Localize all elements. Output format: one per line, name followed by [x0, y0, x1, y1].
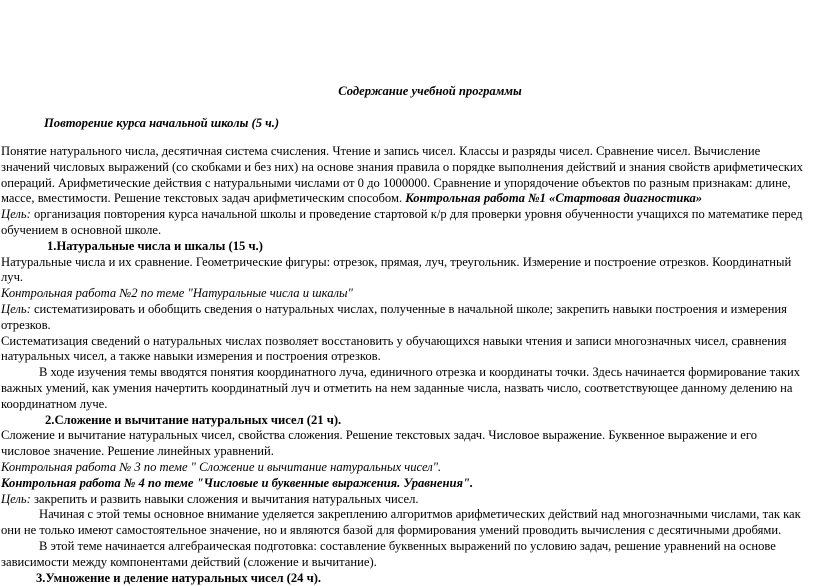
section2-goal-text: закрепить и развить навыки сложения и вычитания натуральных чисел.: [30, 491, 419, 506]
document-title: Содержание учебной программы: [338, 84, 522, 98]
section2-para1: Начиная с этой темы основное внимание уделяется закреплению алгоритмов арифметических действий над многозначными числами, так как они не только имеют самостоятельное значение, но и являются базой для формирования умений проводить вычисления с десятичными дробями.: [1, 507, 801, 538]
document-body: [1, 144, 809, 586]
intro-goal: [1, 207, 809, 239]
section2-test1: Контрольная работа № 3 по теме " Сложение и вычитание натуральных чисел".: [1, 459, 442, 474]
section1-goal-text: систематизировать и обобщить сведения о натуральных числах, полученные в начальной школе; закрепить навыки построения и измерения отрезков.: [1, 301, 787, 332]
section1-goal: [1, 302, 809, 334]
section2-heading: 2.Сложение и вычитание натуральных чисел (21 ч).: [45, 412, 342, 427]
section1-heading: 1.Натуральные числа и шкалы (15 ч.): [47, 238, 263, 253]
intro-text: Понятие натурального числа, десятичная система счисления. Чтение и запись чисел. Классы и разряды чисел. Сравнение чисел. Вычисление значений числовых выражений (со скобками и без них) на основе знания правила о порядке выполнения действий и знания свойств арифметических операций. Арифметические действия с натуральными числами от 0 до 1000000. Сравнение и упорядочение объектов по разным признакам: длине, массе, вместимости. Решение текстовых задач арифметическим способом.: [1, 144, 803, 206]
section2-goal-label: Цель:: [1, 491, 31, 506]
section1-para2: В ходе изучения темы вводятся понятия координатного луча, единичного отрезка и координаты точки. Здесь начинается формирование таких важных умений, как умения начертить координатный луч и отметить на нем заданные числа, назвать число, соответствующее данному делению на координатном луче.: [1, 365, 801, 411]
intro-paragraph: [1, 144, 809, 207]
section3-heading: 3.Умножение и деление натуральных чисел (24 ч).: [36, 570, 322, 585]
intro-goal-text: организация повторения курса начальной школы и проведение стартовой к/р для проверки уровня обученности учащихся по математике перед обучением в основной школе.: [1, 207, 803, 237]
intro-goal-label: Цель:: [1, 207, 31, 222]
intro-test: Контрольная работа №1 «Стартовая диагностика»: [405, 191, 703, 206]
section-heading-review: Повторение курса начальной школы (5 ч.): [44, 116, 280, 130]
section2-test2: Контрольная работа № 4 по теме "Числовые и буквенные выражения. Уравнения".: [1, 475, 474, 490]
section2-para2: В этой теме начинается алгебраическая подготовка: составление буквенных выражений по условию задач, решение уравнений на основе зависимости между компонентами действий (сложение и вычитание).: [1, 538, 776, 569]
section1-goal-label: Цель:: [1, 301, 31, 316]
section2-text: Сложение и вычитание натуральных чисел, свойства сложения. Решение текстовых задач. Числовое выражение. Буквенное выражение и его числовое значение. Решение линейных уравнений.: [1, 428, 758, 459]
section1-test: Контрольная работа №2 по теме "Натуральные числа и шкалы": [1, 286, 353, 301]
section2-goal: [1, 492, 809, 508]
section1-text: Натуральные числа и их сравнение. Геометрические фигуры: отрезок, прямая, луч, треугольник. Измерение и построение отрезков. Координатный луч.: [1, 254, 792, 285]
section1-para1: Систематизация сведений о натуральных числах позволяет восстановить у обучающихся навыки чтения и записи многозначных чисел, сравнения натуральных чисел, а также навыки измерения и построения отрезков.: [1, 333, 787, 364]
